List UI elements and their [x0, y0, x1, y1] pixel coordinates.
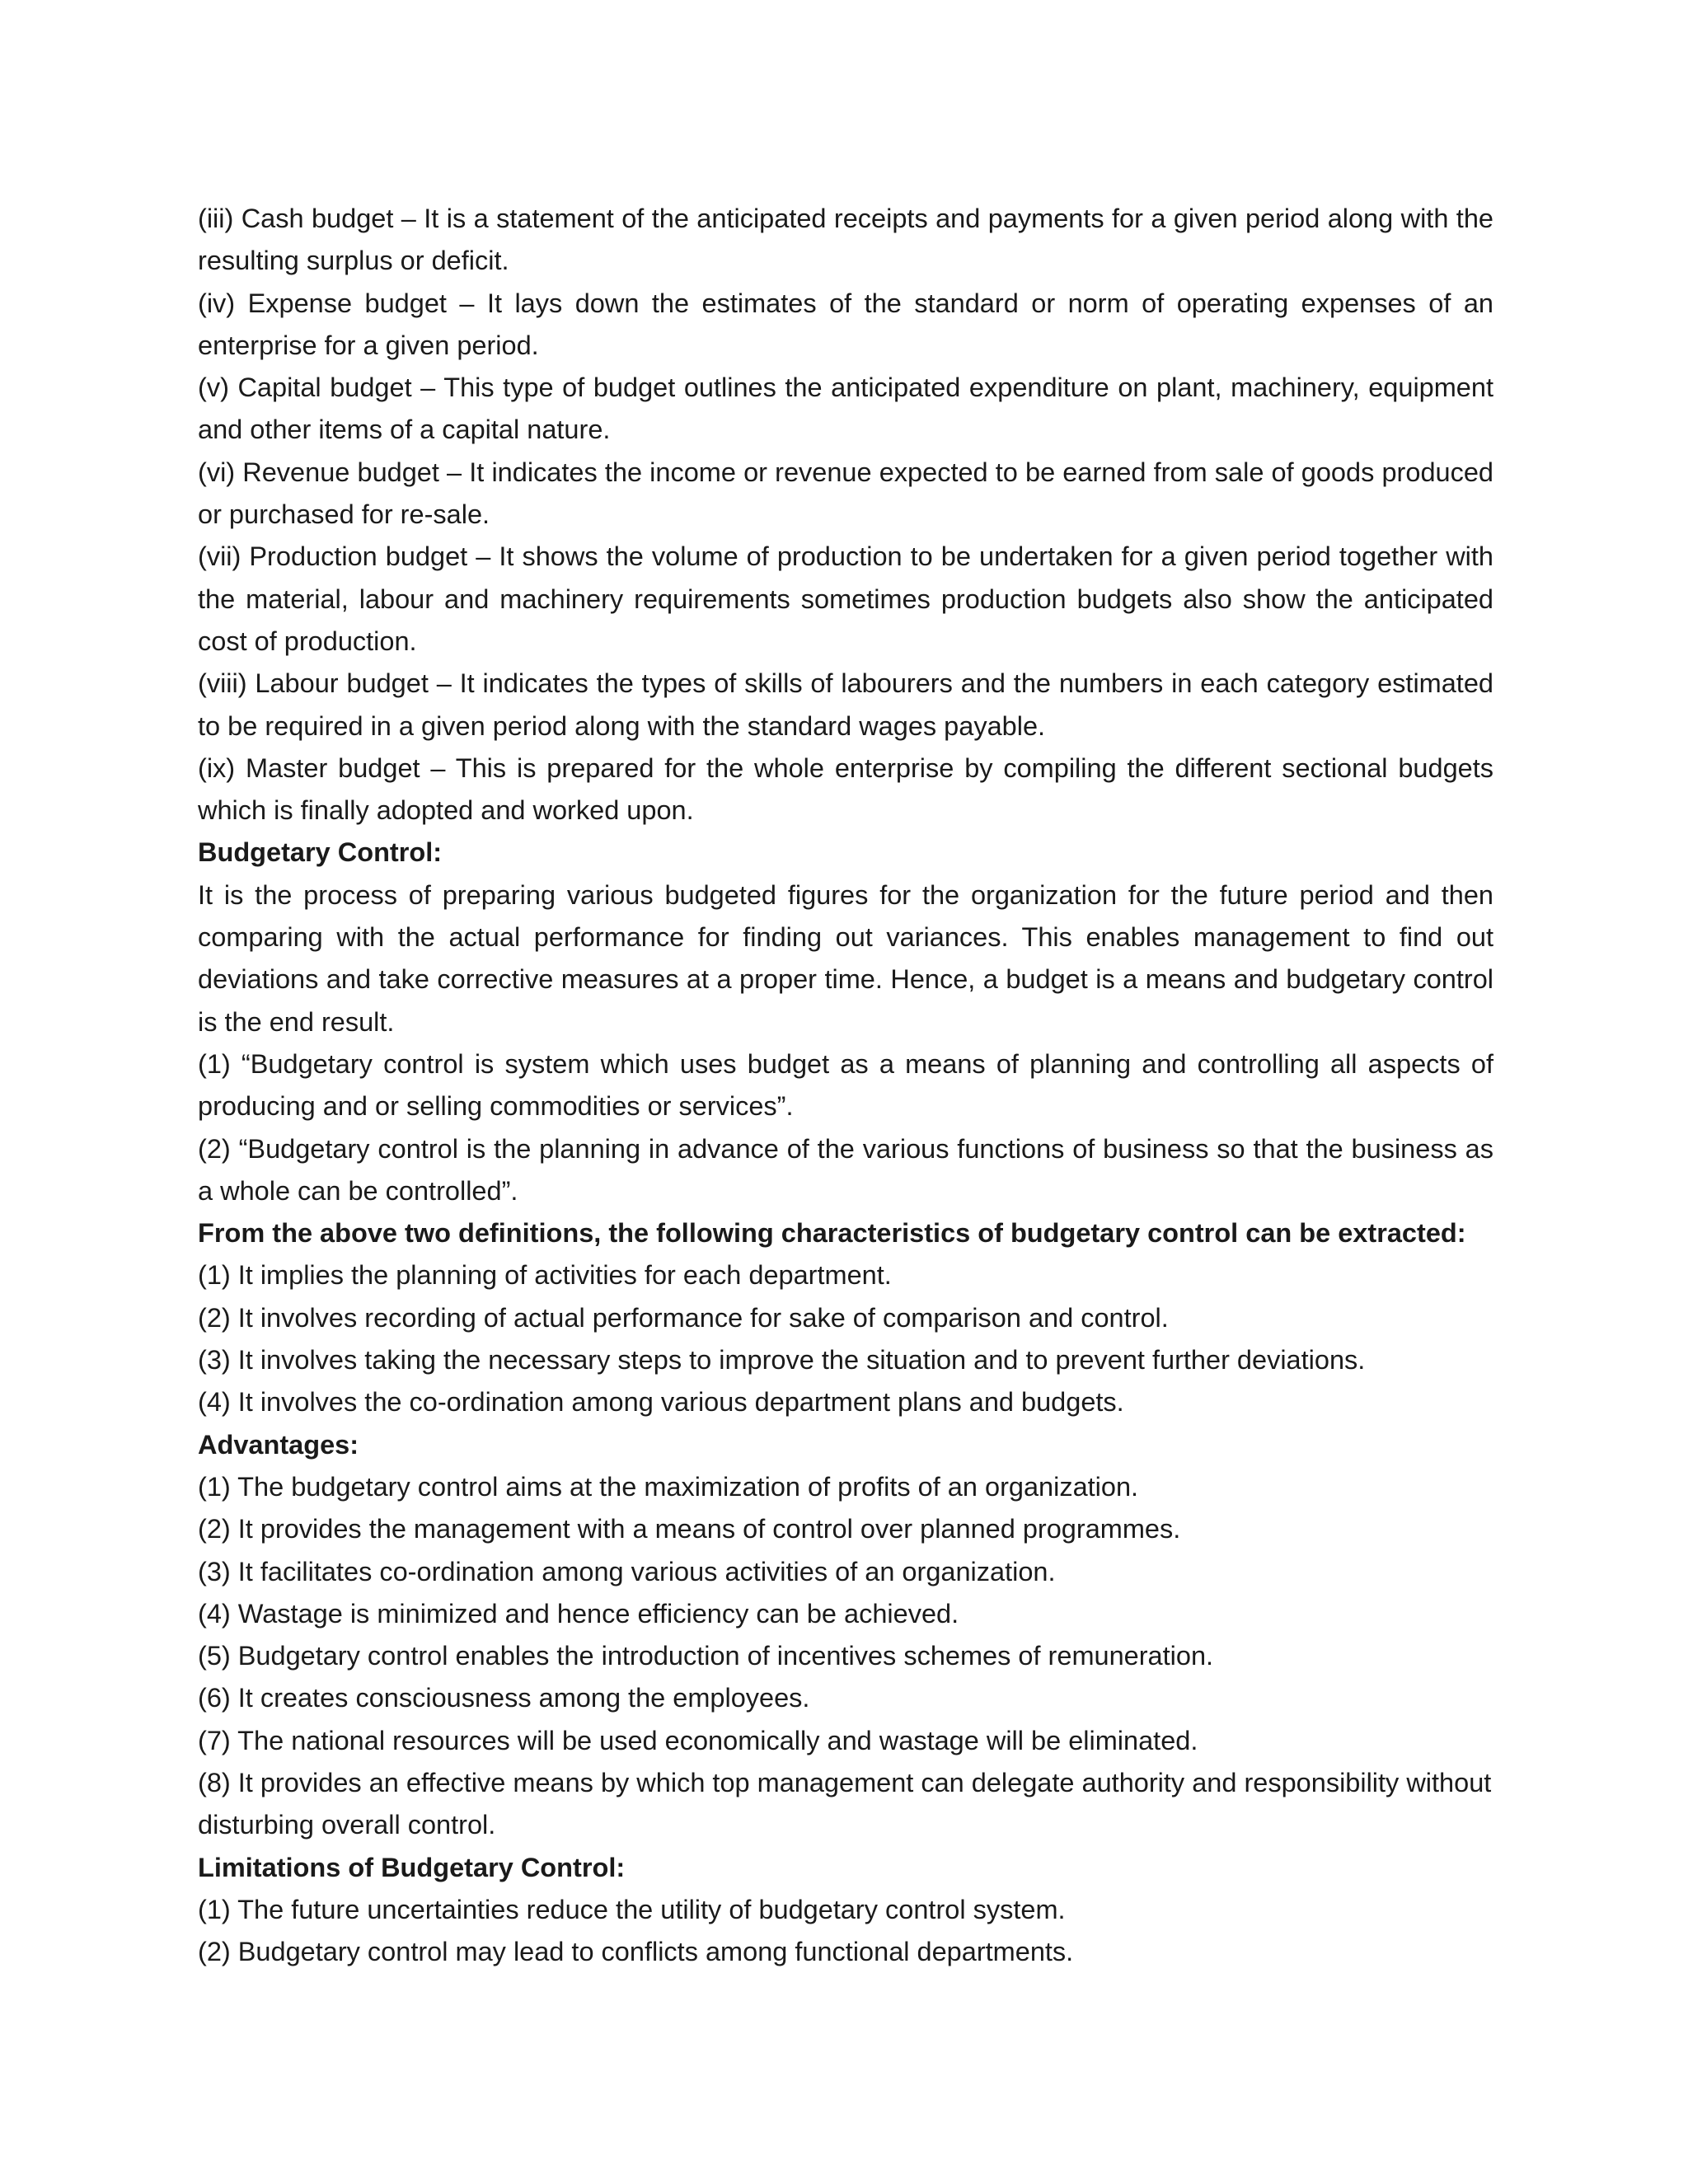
characteristics-heading: From the above two definitions, the following characteristics of budgetary control can be extracted: [198, 1218, 1466, 1249]
budget-type-production: (vii) Production budget – It shows the volume of production to be undertaken for a given period together with the material, labour and machinery requirements sometimes production budgets also show the anticipated cost of production. [198, 541, 1493, 656]
budget-type-expense: (iv) Expense budget – It lays down the estimates of the standard or norm of operating expenses of an enterprise for a given period. [198, 288, 1493, 360]
definition-1: (1) “Budgetary control is system which uses budget as a means of planning and controlling all aspects of producing and or selling commodities or services”. [198, 1048, 1493, 1122]
budgetary-control-intro: It is the process of preparing various budgeted figures for the organization for the future period and then comparing with the actual performance for finding out variances. This enables management to find out deviations and take corrective measures at a proper time. Hence, a budget is a means and budgetary control is the end result. [198, 879, 1493, 1037]
limitation-item: (2) Budgetary control may lead to conflicts among functional departments. [198, 1937, 1074, 1967]
budget-type-labour: (viii) Labour budget – It indicates the types of skills of labourers and the numbers in each category estimated to be required in a given period along with the standard wages payable. [198, 668, 1493, 741]
advantage-item: (3) It facilitates co-ordination among various activities of an organization. [198, 1556, 1056, 1586]
advantage-item: (1) The budgetary control aims at the maximization of profits of an organization. [198, 1471, 1139, 1502]
document-page [198, 198, 1493, 1973]
budget-type-capital: (v) Capital budget – This type of budget outlines the anticipated expenditure on plant, machinery, equipment and other items of a capital nature. [198, 373, 1493, 445]
characteristic-item: (3) It involves taking the necessary steps to improve the situation and to prevent further deviations. [198, 1345, 1366, 1376]
definition-2: (2) “Budgetary control is the planning in advance of the various functions of business so that the business as a whole can be controlled”. [198, 1133, 1493, 1206]
characteristic-item: (1) It implies the planning of activities for each department. [198, 1260, 892, 1291]
budget-type-cash: (iii) Cash budget – It is a statement of the anticipated receipts and payments for a given period along with the resulting surplus or deficit. [198, 204, 1493, 276]
advantage-item: (8) It provides an effective means by which top management can delegate authority and responsibility without disturbing overall control. [198, 1767, 1492, 1840]
advantages-heading: Advantages: [198, 1429, 359, 1460]
limitation-item: (1) The future uncertainties reduce the utility of budgetary control system. [198, 1894, 1066, 1924]
advantage-item: (7) The national resources will be used economically and wastage will be eliminated. [198, 1725, 1198, 1755]
advantage-item: (4) Wastage is minimized and hence efficiency can be achieved. [198, 1598, 959, 1629]
advantage-item: (6) It creates consciousness among the employees. [198, 1683, 810, 1713]
budgetary-control-heading: Budgetary Control: [198, 837, 443, 868]
characteristic-item: (2) It involves recording of actual performance for sake of comparison and control. [198, 1302, 1169, 1333]
budget-type-master: (ix) Master budget – This is prepared for the whole enterprise by compiling the different sectional budgets which is finally adopted and worked upon. [198, 752, 1493, 826]
advantage-item: (5) Budgetary control enables the introduction of incentives schemes of remuneration. [198, 1641, 1214, 1671]
budget-type-revenue: (vi) Revenue budget – It indicates the income or revenue expected to be earned from sale of goods produced or purchased for re-sale. [198, 457, 1493, 530]
limitations-heading: Limitations of Budgetary Control: [198, 1852, 626, 1882]
advantage-item: (2) It provides the management with a means of control over planned programmes. [198, 1514, 1181, 1544]
characteristic-item: (4) It involves the co-ordination among various department plans and budgets. [198, 1387, 1124, 1418]
